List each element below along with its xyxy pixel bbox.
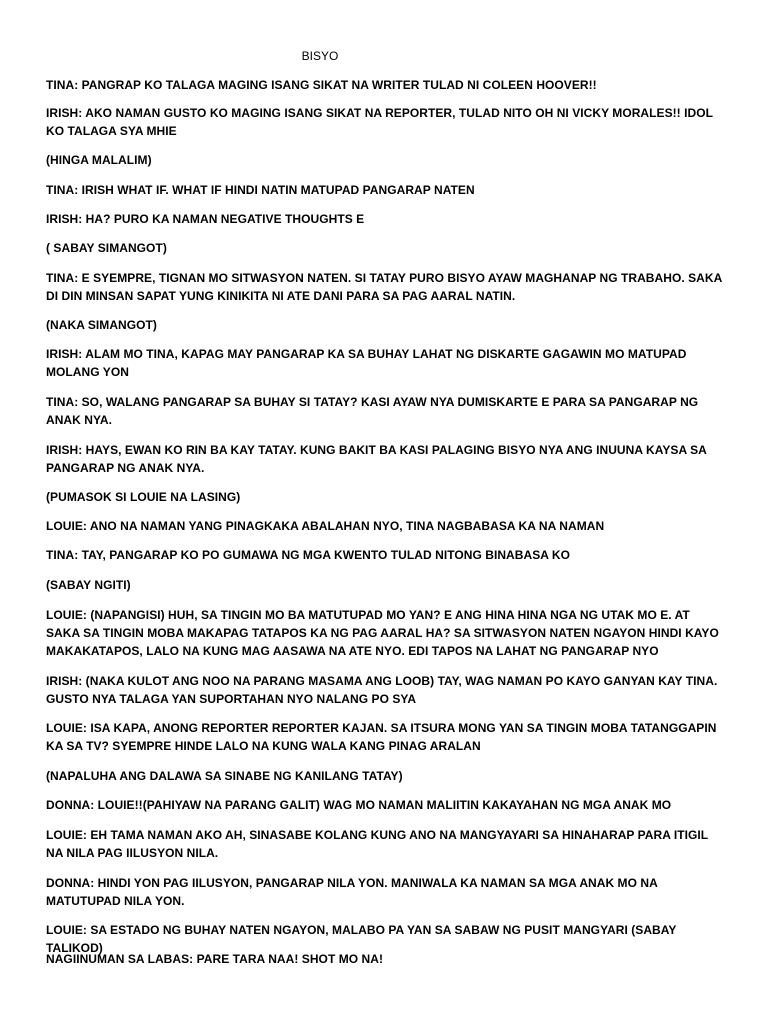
script-line: LOUIE: ANO NA NAMAN YANG PINAGKAKA ABALAHAN NYO, TINA NAGBABASA KA NA NAMAN: [46, 519, 605, 533]
script-line: DONNA: LOUIE!!(PAHIYAW NA PARANG GALIT) WAG MO NAMAN MALIITIN KAKAYAHAN NG MGA ANAK MO: [46, 798, 672, 812]
script-line: (PUMASOK SI LOUIE NA LASING): [46, 490, 241, 504]
script-line: LOUIE: ISA KAPA, ANONG REPORTER REPORTER KAJAN. SA ITSURA MONG YAN SA TINGIN MOBA TATANGGAPIN KA SA TV? SYEMPRE HINDE LALO NA KUNG WALA KANG PINAG ARALAN: [46, 721, 717, 753]
script-line: (SABAY NGITI): [46, 578, 131, 592]
script-line: TINA: TAY, PANGARAP KO PO GUMAWA NG MGA KWENTO TULAD NITONG BINABASA KO: [46, 548, 571, 562]
script-line: LOUIE: (NAPANGISI) HUH, SA TINGIN MO BA MATUTUPAD MO YAN? E ANG HINA HINA NGA NG UTAK MO E. AT SAKA SA TINGIN MOBA MAKAPAG TATAPOS KA NG PAG AARAL HA? SA SITWASYON NATEN NGAYON HINDI KAYO MAKAKATAPOS, LALO NA KUNG MAG AASAWA NA ATE NYO. EDI TAPOS NA LAHAT NG PANGARAP NYO: [46, 608, 719, 658]
script-line: DONNA: HINDI YON PAG IILUSYON, PANGARAP NILA YON. MANIWALA KA NAMAN SA MGA ANAK MO NA MATUTUPAD NILA YON.: [46, 876, 658, 908]
script-line: TINA: SO, WALANG PANGARAP SA BUHAY SI TATAY? KASI AYAW NYA DUMISKARTE E PARA SA PANGARAP NG ANAK NYA.: [46, 395, 699, 427]
script-line: IRISH: HAYS, EWAN KO RIN BA KAY TATAY. KUNG BAKIT BA KASI PALAGING BISYO NYA ANG INUUNA KAYSA SA PANGARAP NG ANAK NYA.: [46, 443, 707, 475]
document-title: BISYO: [301, 49, 339, 63]
script-line: IRISH: (NAKA KULOT ANG NOO NA PARANG MASAMA ANG LOOB) TAY, WAG NAMAN PO KAYO GANYAN KAY TINA. GUSTO NYA TALAGA YAN SUPORTAHAN NYO NALANG PO SYA: [46, 674, 718, 706]
script-line: IRISH: HA? PURO KA NAMAN NEGATIVE THOUGHTS E: [46, 212, 365, 226]
script-line: (HINGA MALALIM): [46, 153, 152, 167]
script-line: (NAPALUHA ANG DALAWA SA SINABE NG KANILANG TATAY): [46, 769, 403, 783]
script-line: LOUIE: EH TAMA NAMAN AKO AH, SINASABE KOLANG KUNG ANO NA MANGYAYARI SA HINAHARAP PARA ITIGIL NA NILA PAG IILUSYON NILA.: [46, 828, 708, 860]
script-line: IRISH: AKO NAMAN GUSTO KO MAGING ISANG SIKAT NA REPORTER, TULAD NITO OH NI VICKY MORALES!! IDOL KO TALAGA SYA MHIE: [46, 106, 713, 138]
script-line: ( SABAY SIMANGOT): [46, 241, 167, 255]
script-line: TINA: PANGRAP KO TALAGA MAGING ISANG SIKAT NA WRITER TULAD NI COLEEN HOOVER!!: [46, 78, 597, 92]
script-line: (NAKA SIMANGOT): [46, 318, 157, 332]
script-line: LOUIE: SA ESTADO NG BUHAY NATEN NGAYON, MALABO PA YAN SA SABAW NG PUSIT MANGYARI (SABAY TALIKOD): [46, 923, 677, 955]
script-line: NAGIINUMAN SA LABAS: PARE TARA NAA! SHOT MO NA!: [46, 952, 383, 966]
script-line: TINA: E SYEMPRE, TIGNAN MO SITWASYON NATEN. SI TATAY PURO BISYO AYAW MAGHANAP NG TRABAHO. SAKA DI DIN MINSAN SAPAT YUNG KINIKITA NI ATE DANI PARA SA PAG AARAL NATIN.: [46, 271, 722, 303]
script-line: IRISH: ALAM MO TINA, KAPAG MAY PANGARAP KA SA BUHAY LAHAT NG DISKARTE GAGAWIN MO MATUPAD MOLANG YON: [46, 347, 687, 379]
script-line: TINA: IRISH WHAT IF. WHAT IF HINDI NATIN MATUPAD PANGARAP NATEN: [46, 183, 475, 197]
